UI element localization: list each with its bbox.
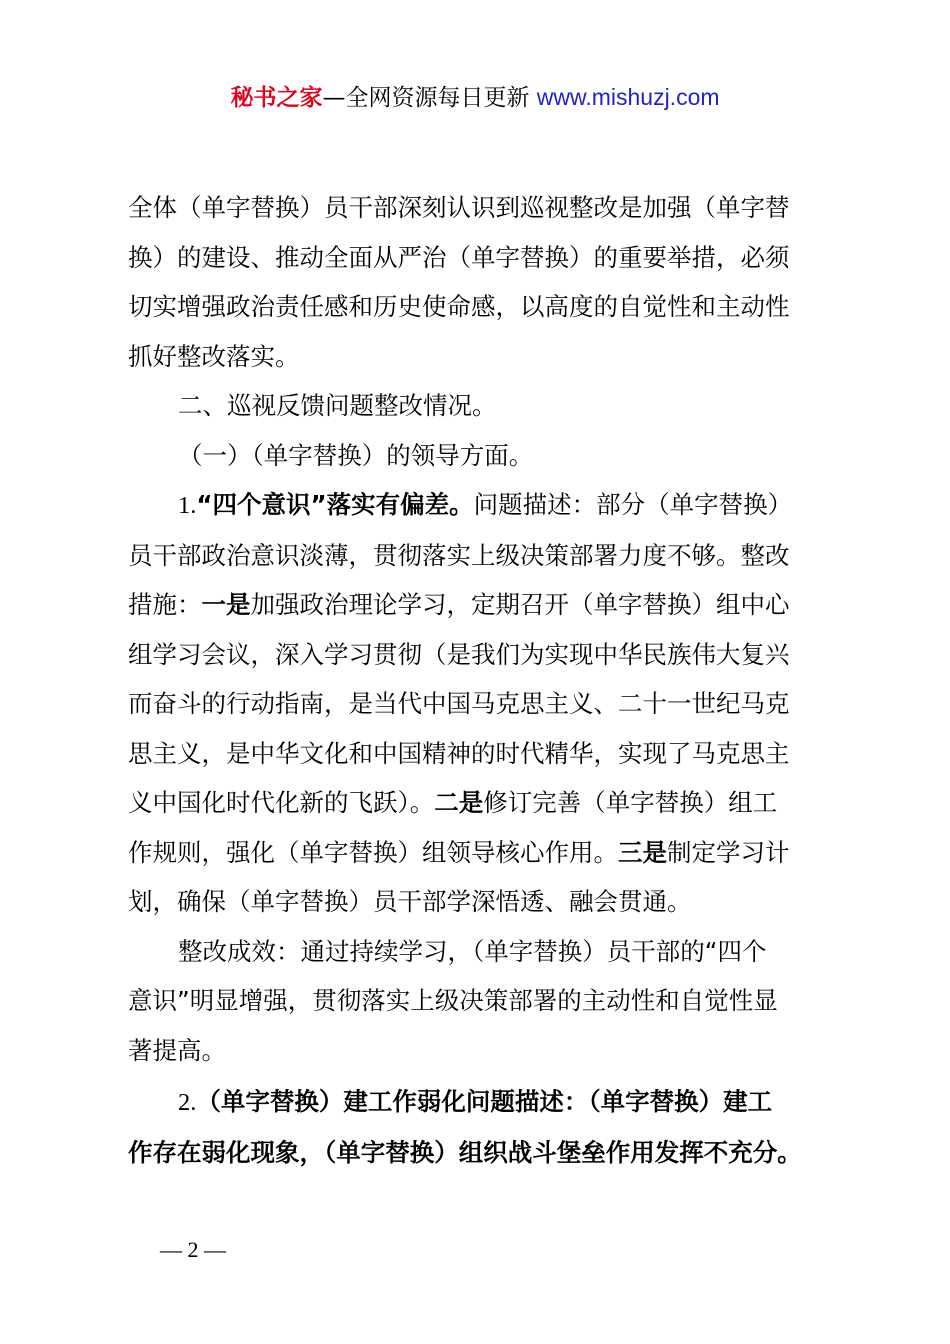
site-url: www.mishuzj.com	[536, 84, 720, 110]
text-line: 抓好整改落实。	[128, 341, 300, 371]
text-span: 修订完善（单字替换）组工	[483, 788, 778, 817]
text-span: 制定学习计	[667, 837, 790, 867]
item-title: “四个意识”落实有偏差。	[196, 490, 474, 519]
document-body	[128, 183, 838, 1177]
text-span: 措施：	[128, 590, 202, 619]
text-line: 著提高。	[128, 1035, 226, 1065]
text-line	[128, 778, 838, 828]
emphasis: 二是	[434, 788, 484, 817]
text-span: 义中国化时代化新的飞跃）。	[128, 788, 435, 817]
text-line: 而奋斗的行动指南，是当代中国马克思主义、二十一世纪马克	[128, 689, 790, 718]
text-line: 整改成效：通过持续学习，（单字替换）员干部的“四个	[178, 936, 767, 966]
text-line: 换）的建设、推动全面从严治（单字替换）的重要举措，必须	[128, 242, 790, 272]
item-2-line	[128, 1077, 838, 1128]
emphasis: 一是	[201, 590, 251, 619]
item-title: 作存在弱化现象，（单字替换）组织战斗堡垒作用发挥不充分。	[128, 1137, 802, 1167]
item-number: 2.	[178, 1089, 197, 1116]
text-span: 加强政治理论学习，定期召开（单字替换）组中心	[250, 590, 790, 619]
item-number: 1.	[178, 492, 197, 519]
header-tagline: —全网资源每日更新	[322, 85, 537, 111]
text-line	[128, 580, 838, 630]
text-line: 切实增强政治责任感和历史使命感，以高度的自觉性和主动性	[128, 292, 790, 321]
subsection-heading: （一）（单字替换）的领导方面。	[178, 440, 534, 470]
text-line	[128, 1128, 838, 1178]
text-line: 组学习会议，深入学习贯彻（是我们为实现中华民族伟大复兴	[128, 639, 790, 669]
text-span: 作规则，强化（单字替换）组领导核心作用。	[128, 837, 618, 867]
section-heading: 二、巡视反馈问题整改情况。	[178, 391, 497, 420]
item-title: （单字替换）建工作弱化问题描述：（单字替换）建工	[196, 1087, 773, 1116]
text-line: 划，确保（单字替换）员干部学深悟透、融会贯通。	[128, 887, 692, 916]
page-header	[0, 80, 950, 115]
text-line: 全体（单字替换）员干部深刻认识到巡视整改是加强（单字替	[128, 193, 790, 222]
page-number: — 2 —	[160, 1237, 226, 1262]
text-line	[128, 828, 838, 878]
text-line: 员干部政治意识淡薄，贯彻落实上级决策部署力度不够。整改	[128, 540, 790, 570]
text-line: 意识”明显增强，贯彻落实上级决策部署的主动性和自觉性显	[128, 986, 778, 1015]
text-line: 思主义，是中华文化和中国精神的时代精华，实现了马克思主	[128, 738, 790, 768]
site-brand: 秘书之家	[230, 85, 323, 111]
item-1-line	[128, 480, 838, 531]
text-span: 问题描述：部分（单字替换）	[473, 490, 793, 519]
emphasis: 三是	[618, 837, 667, 867]
